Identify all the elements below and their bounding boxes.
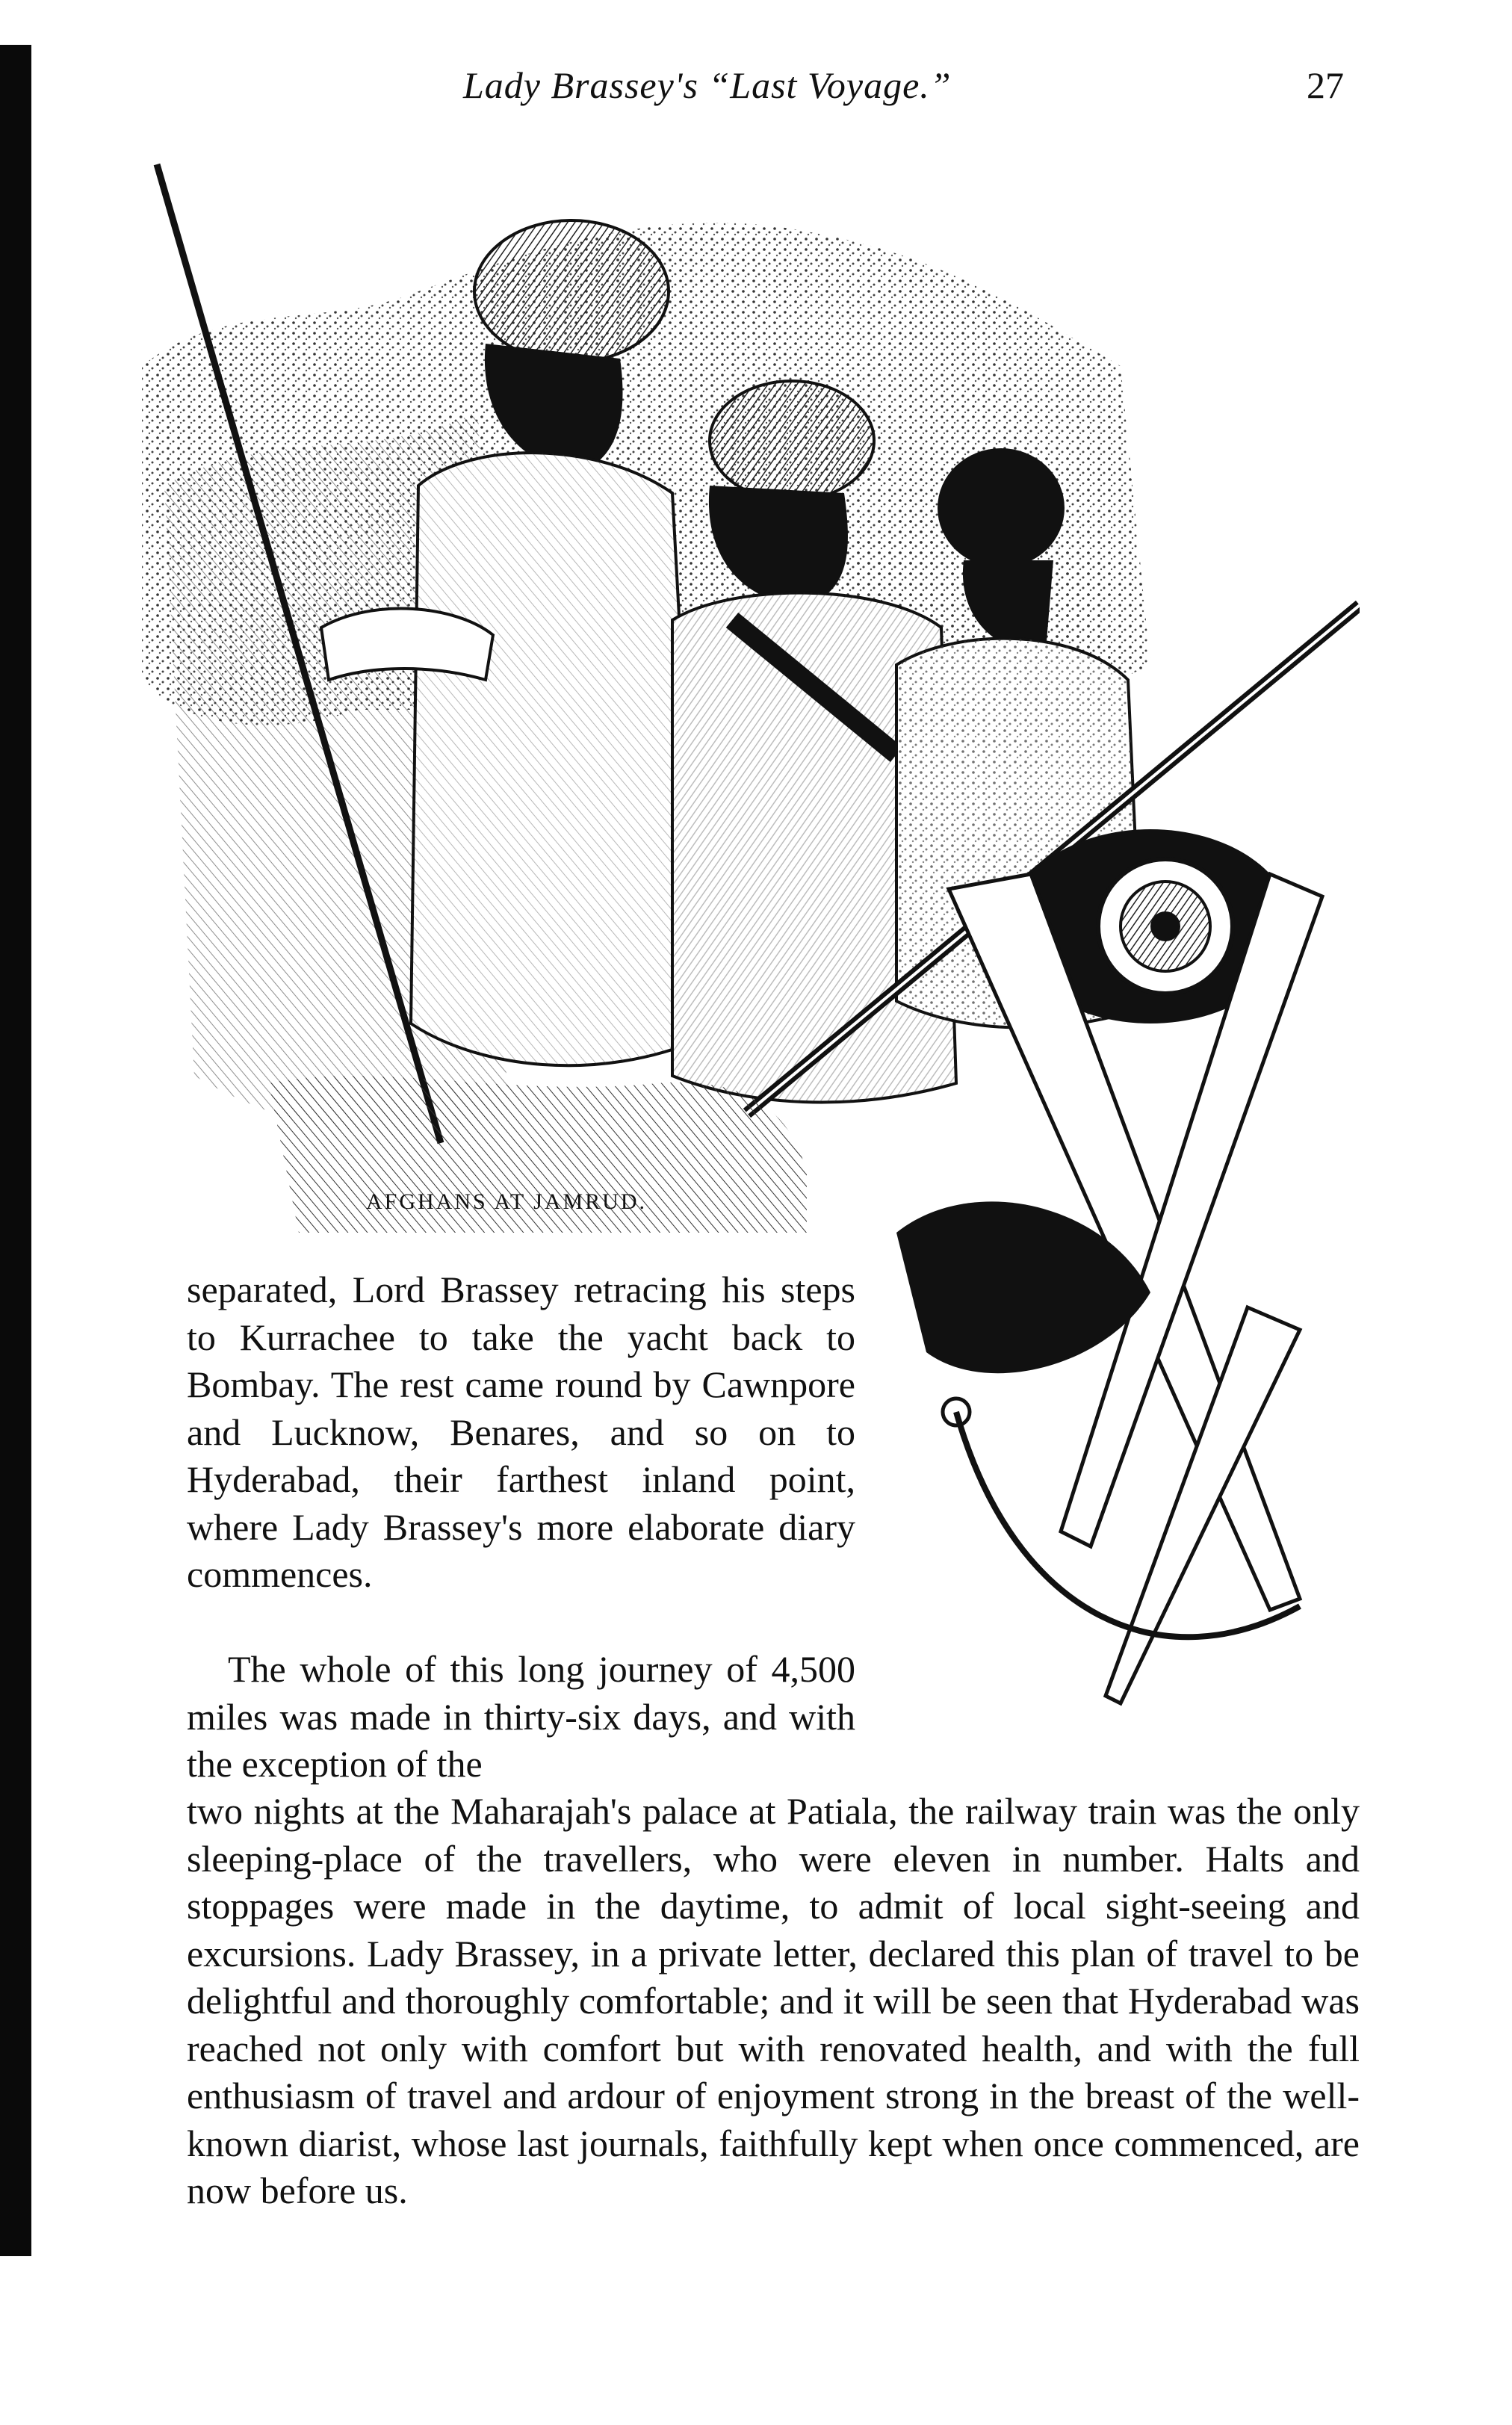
body-paragraph-2-start: The whole of this long journey of 4,500 miles was made in thirty-six days, and with the exception of the bbox=[187, 1648, 855, 1785]
running-title: Lady Brassey's “Last Voyage.” bbox=[463, 64, 952, 106]
scan-edge-shadow bbox=[0, 45, 31, 2256]
body-paragraph-2-continued: two nights at the Maharajah's palace at Patiala, the railway train was the only sleeping-place of the travellers, who were eleven in number. Halts and stoppages were made in the daytime, to admit of local sight-seeing and excursions. Lady Brassey, in a private letter, declared this plan of travel to be delightful and thoroughly comfortable; and it will be seen that Hyderabad was reached not only with comfort but with renovated health, and with the full enthusiasm of travel and ardour of enjoyment strong in the breast of the well-known diarist, whose last journals, faithfully kept when once commenced, are now before us. bbox=[187, 1790, 1360, 2211]
body-paragraph-1: separated, Lord Brassey retracing his steps to Kurrachee to take the yacht back to Bombay. The rest came round by Cawnpore and Lucknow, Benares, and so on to Hyderabad, their farthest inland point, where Lady Brassey's more elaborate diary commences. bbox=[187, 1269, 855, 1595]
figure-caption: AFGHANS AT JAMRUD. bbox=[366, 1189, 648, 1214]
page-number: 27 bbox=[1307, 64, 1344, 106]
